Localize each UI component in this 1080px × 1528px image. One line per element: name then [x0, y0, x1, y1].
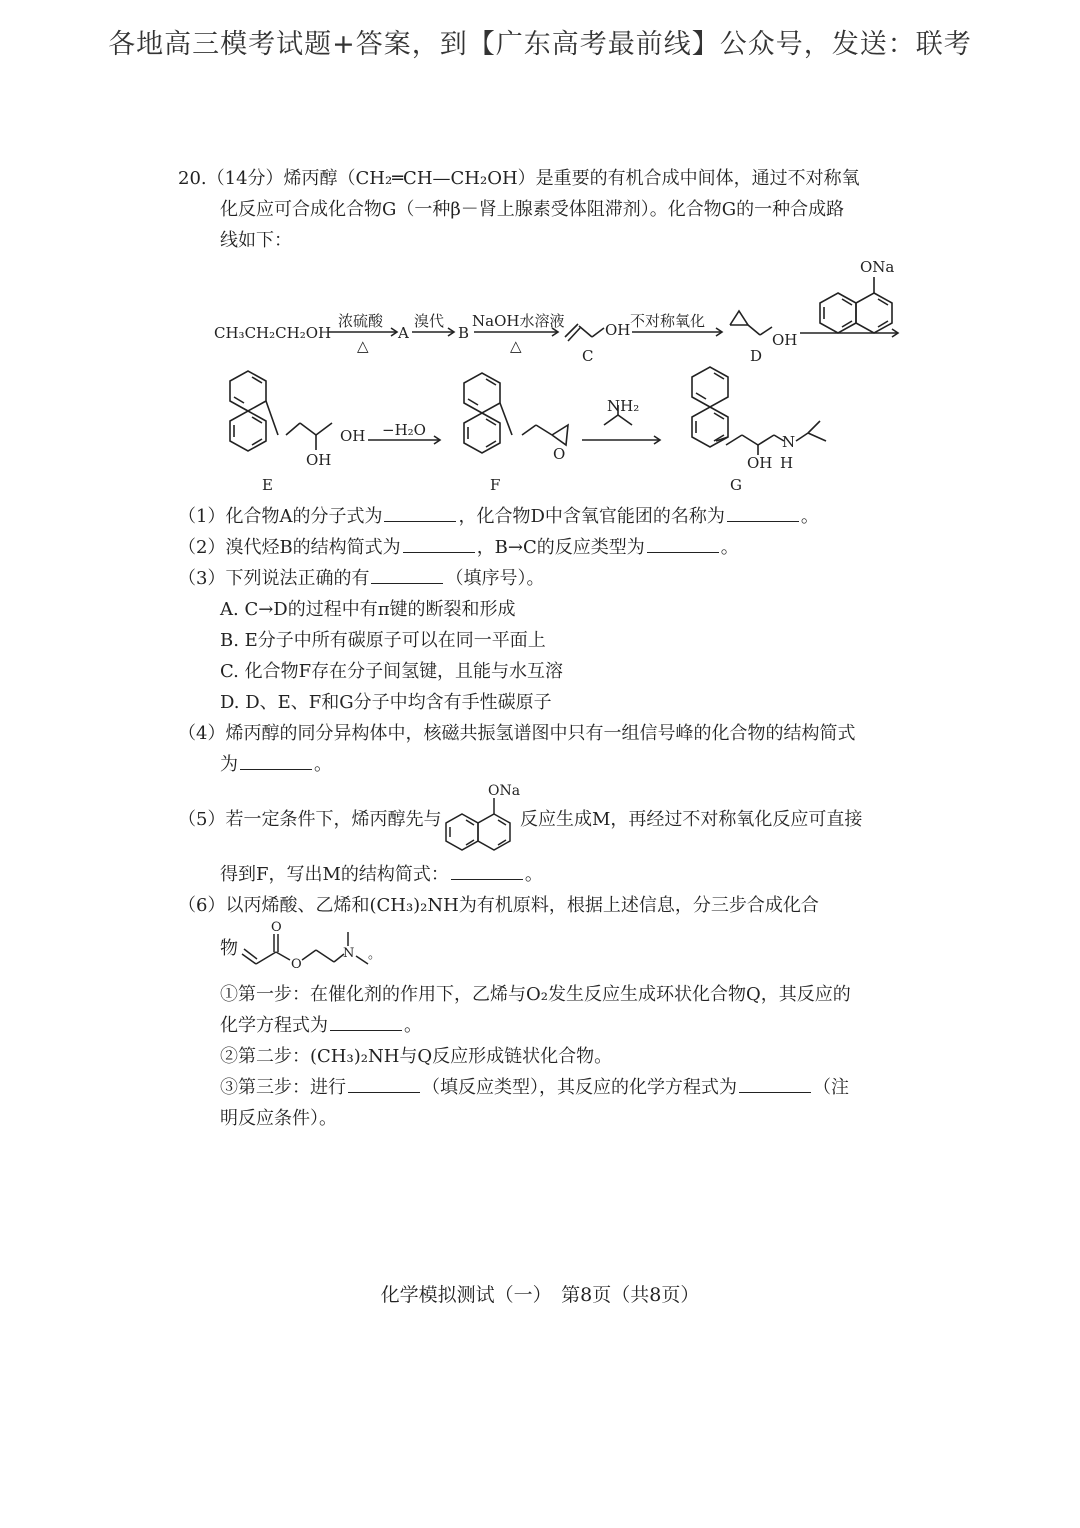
answer-blank[interactable]: [451, 861, 523, 880]
question-intro-line1: 20.（14分）烯丙醇（CH₂═CH—CH₂OH）是重要的有机合成中间体，通过不对称氧: [178, 168, 860, 189]
p6-ester-o: O: [291, 957, 302, 972]
answer-blank[interactable]: [384, 503, 456, 522]
answer-blank[interactable]: [348, 1074, 420, 1093]
e-oh1: OH: [340, 427, 366, 445]
answer-blank[interactable]: [647, 534, 719, 553]
g-n: N: [782, 433, 796, 451]
promo-banner: 各地高三模考试题+答案，到【广东高考最前线】公众号，发送：联考: [108, 29, 972, 60]
answer-blank[interactable]: [403, 534, 475, 553]
d-oh: OH: [772, 331, 798, 349]
part1: （1）化合物A的分子式为 ，化合物D中含氧官能团的名称为 。: [178, 502, 819, 532]
part5-line1a: （5）若一定条件下，烯丙醇先与: [178, 809, 442, 830]
label-c: C: [582, 347, 594, 365]
p5-ona-label: ONa: [488, 783, 521, 799]
step1-line2: 化学方程式为 。: [220, 1011, 422, 1041]
label-b: B: [458, 324, 470, 342]
reagent-asym-ox: 不对称氧化: [630, 312, 706, 330]
option-d: D. D、E、F和G分子中均含有手性碳原子: [220, 692, 552, 713]
p6-period: 。: [368, 947, 382, 962]
question-intro-line2: 化反应可合成化合物G（一种β－肾上腺素受体阻滞剂）。化合物G的一种合成路: [220, 199, 845, 220]
part3: （3）下列说法正确的有 （填序号）。: [178, 564, 544, 594]
option-a: A. C→D的过程中有π键的断裂和形成: [220, 599, 516, 620]
option-c: C. 化合物F存在分子间氢键，且能与水互溶: [220, 661, 564, 682]
label-e: E: [262, 476, 273, 494]
start-formula: CH₃CH₂CH₂OH: [214, 324, 332, 342]
answer-blank[interactable]: [727, 503, 799, 522]
page-footer: 化学模拟测试（一） 第8页（共8页）: [380, 1284, 700, 1306]
option-b: B. E分子中所有碳原子可以在同一平面上: [220, 630, 546, 651]
part2: （2）溴代烃B的结构简式为 ，B→C的反应类型为 。: [178, 533, 739, 563]
label-a: A: [398, 324, 409, 342]
reagent-h2so4: 浓硫酸: [338, 312, 384, 330]
p6-carbonyl-o: O: [271, 920, 282, 935]
answer-blank[interactable]: [371, 565, 443, 584]
naphthol-sodium-structure: [440, 780, 530, 860]
synthesis-scheme: [0, 255, 1080, 495]
step3-line2: 明反应条件）。: [220, 1108, 337, 1129]
part4-line1: （4）烯丙醇的同分异构体中，核磁共振氢谱图中只有一组信号峰的化合物的结构简式: [178, 723, 856, 744]
reagent-bromination: 溴代: [414, 312, 445, 330]
label-d: D: [750, 347, 763, 365]
part5-line2: 得到F，写出M的结构简式： 。: [220, 860, 543, 890]
target-compound-structure: [238, 918, 398, 974]
f-epoxide-o: O: [553, 445, 566, 463]
ona-label-1: ONa: [860, 258, 895, 276]
part6-line1: （6）以丙烯酸、乙烯和(CH₃)₂NH为有机原料，根据上述信息，分三步合成化合: [178, 895, 819, 916]
answer-blank[interactable]: [739, 1074, 811, 1093]
cond-heat-3: △: [510, 337, 522, 355]
part5-line1b: 反应生成M，再经过不对称氧化反应可直接: [520, 809, 863, 830]
part6-line2a: 物: [220, 938, 238, 959]
question-intro-line3: 线如下：: [220, 230, 292, 251]
amine-nh2: NH₂: [607, 397, 640, 415]
g-oh: OH: [747, 454, 773, 472]
step2: ②第二步：(CH₃)₂NH与Q反应形成链状化合物。: [220, 1046, 613, 1067]
label-f: F: [490, 476, 501, 494]
answer-blank[interactable]: [330, 1012, 402, 1031]
answer-blank[interactable]: [240, 751, 312, 770]
g-h: H: [780, 454, 794, 472]
step1-line1: ①第一步：在催化剂的作用下，乙烯与O₂发生反应生成环状化合物Q，其反应的: [220, 984, 851, 1005]
label-g: G: [730, 476, 742, 494]
p6-amine-n: N: [343, 946, 355, 961]
part4-line2: 为 。: [220, 750, 332, 780]
step3-line1: ③第三步：进行 （填反应类型），其反应的化学方程式为 （注: [220, 1073, 849, 1103]
cond-heat-1: △: [357, 337, 369, 355]
reagent-naoh: NaOH水溶液: [472, 312, 565, 330]
e-oh2: OH: [306, 451, 332, 469]
c-oh: OH: [605, 321, 631, 339]
reagent-dehydration: −H₂O: [382, 421, 426, 439]
